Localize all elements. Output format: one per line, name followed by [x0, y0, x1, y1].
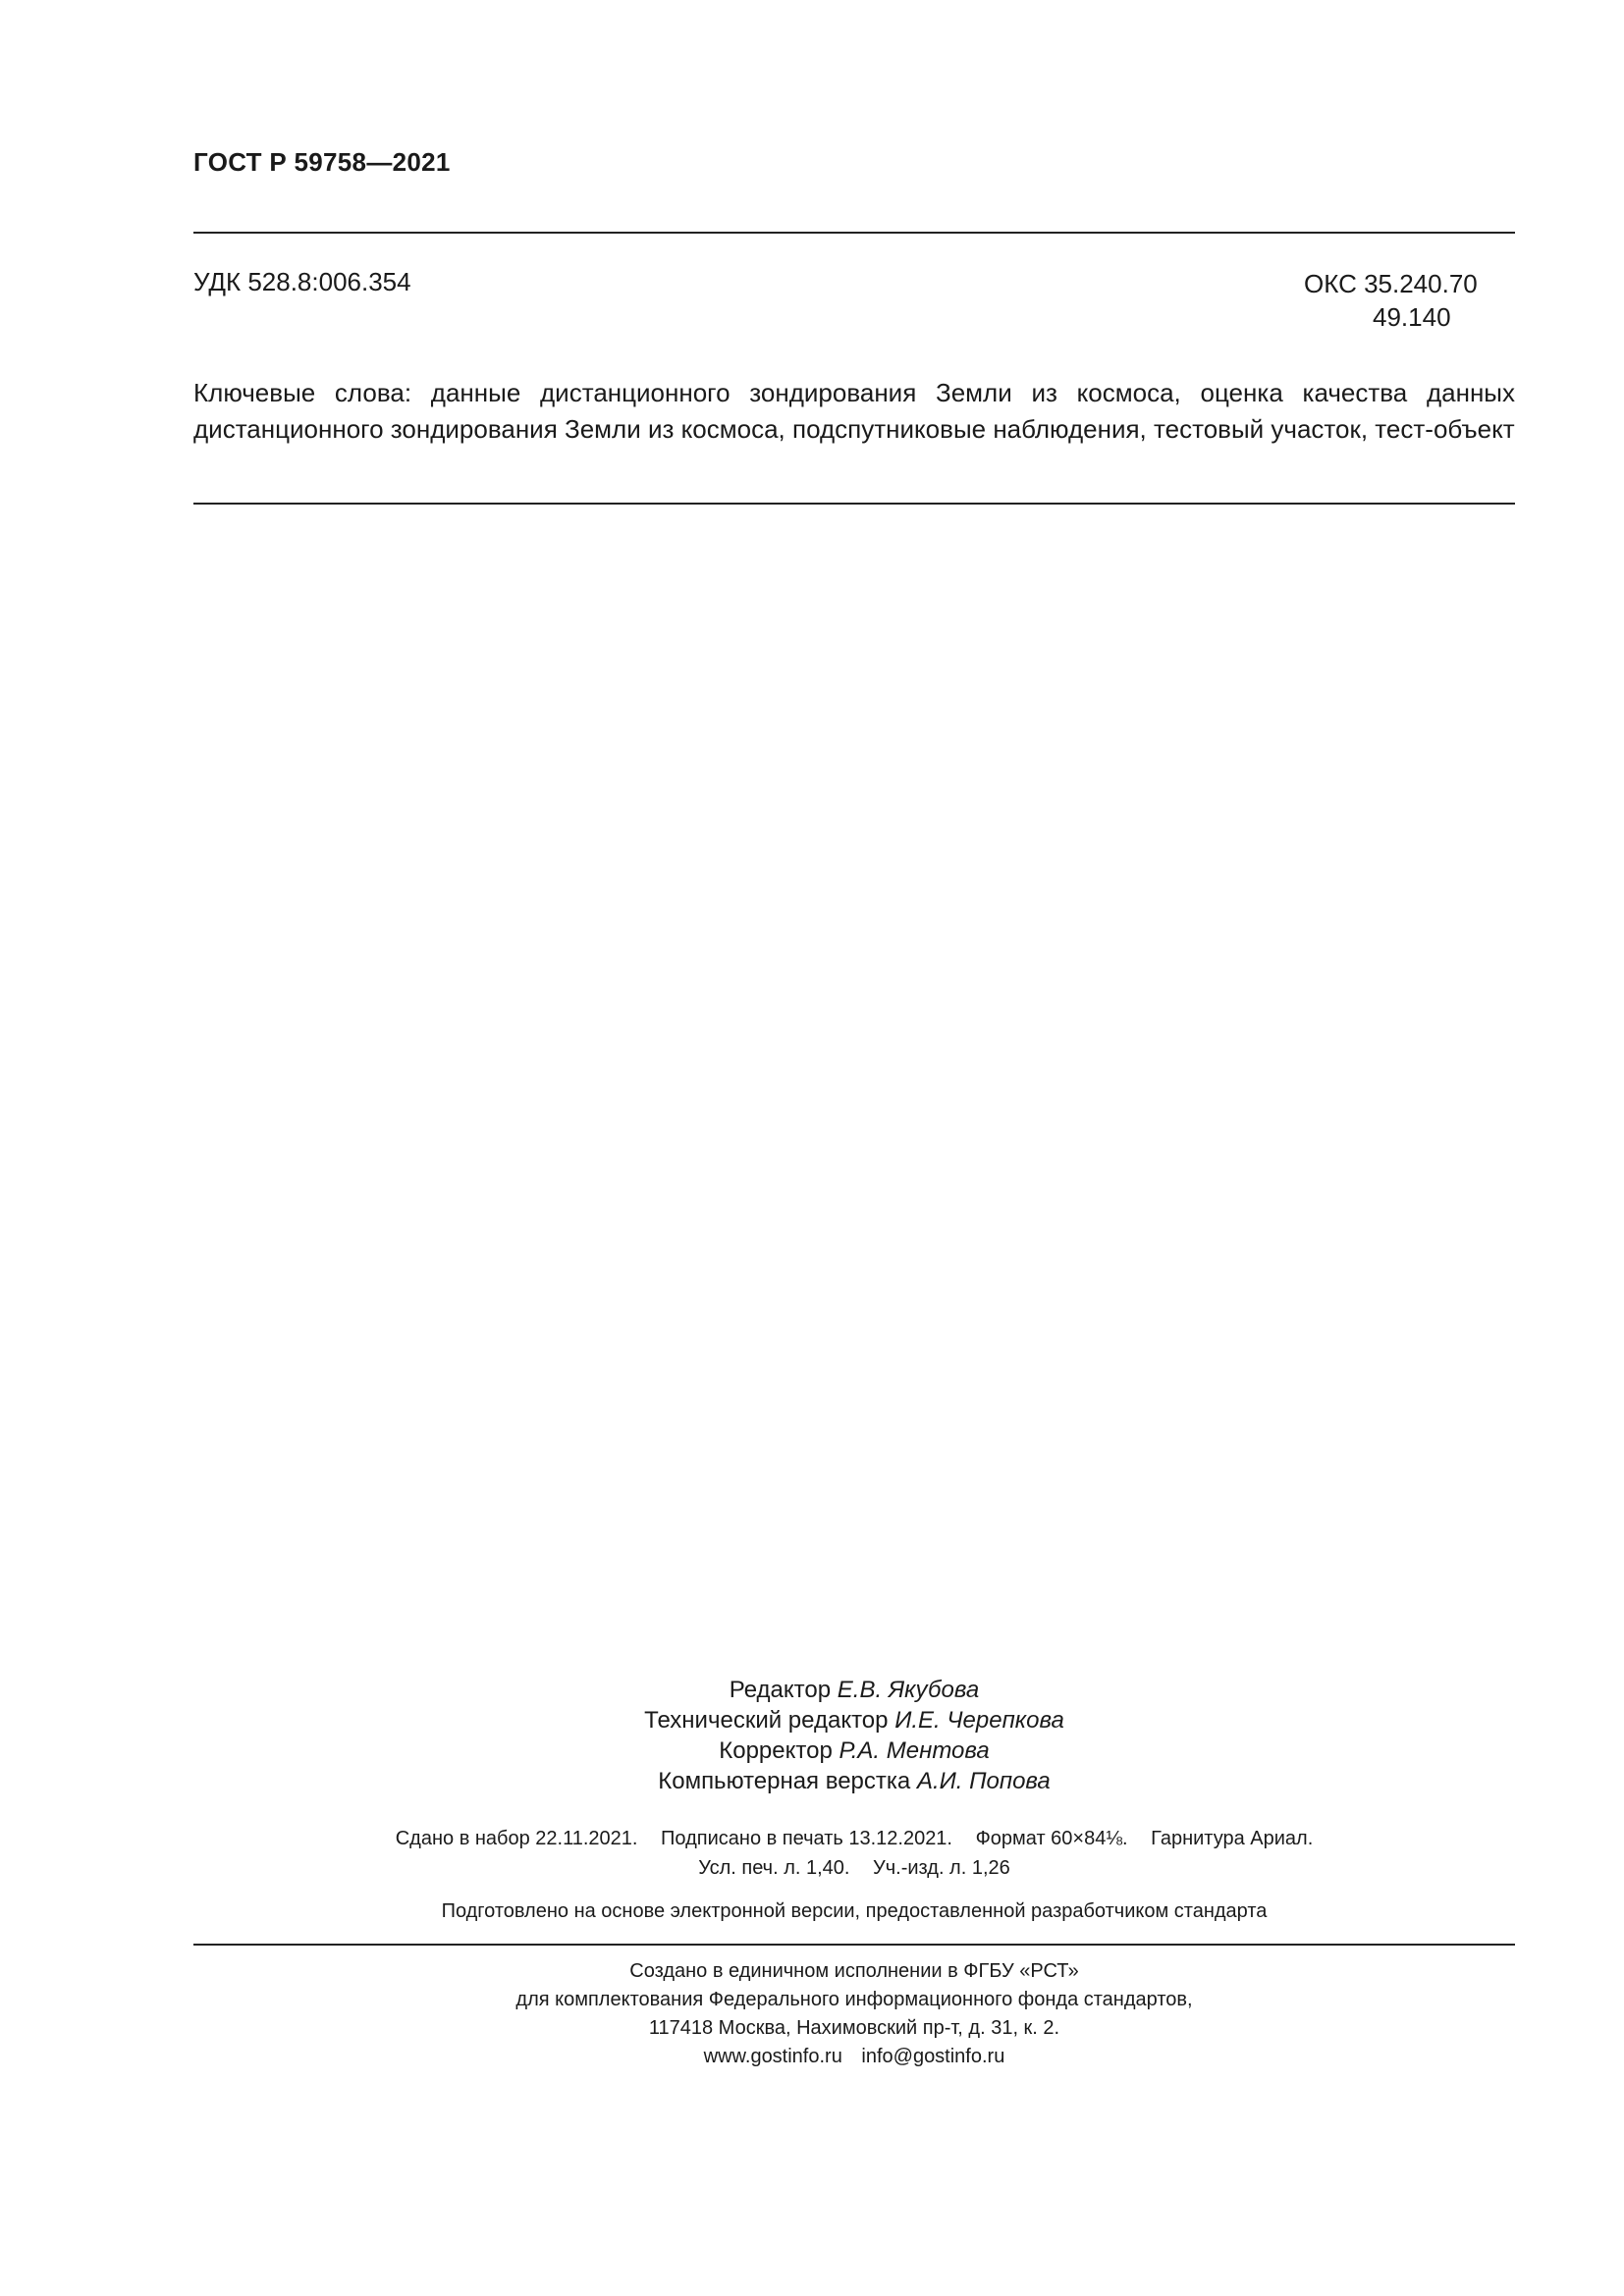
credit-role: Редактор	[729, 1677, 832, 1703]
pub-sheets: Уч.-изд. л. 1,26	[873, 1857, 1010, 1879]
keywords-divider	[193, 503, 1515, 505]
credit-person: И.Е. Черепкова	[894, 1707, 1064, 1734]
oks-line-2: 49.140	[1373, 302, 1451, 332]
publisher-info	[193, 1957, 1515, 2071]
credit-layout	[193, 1766, 1515, 1796]
credit-person: А.И. Попова	[916, 1768, 1051, 1794]
credit-technical-editor	[193, 1705, 1515, 1735]
document-code: ГОСТ Р 59758—2021	[193, 147, 451, 177]
credit-person: Е.В. Якубова	[837, 1677, 980, 1703]
udk-code: УДК 528.8:006.354	[193, 267, 411, 296]
publisher-contacts	[193, 2043, 1515, 2071]
print-format: Формат 60×84⅛.	[975, 1828, 1128, 1849]
credit-role: Корректор	[719, 1737, 833, 1764]
website-link[interactable]: www.gostinfo.ru	[703, 2046, 842, 2067]
publisher-line-2: для комплектования Федерального информационного фонда стандартов,	[515, 1989, 1193, 2010]
editorial-credits	[193, 1675, 1515, 1796]
publisher-divider	[193, 1944, 1515, 1946]
email-link[interactable]: info@gostinfo.ru	[861, 2046, 1005, 2067]
publisher-address: 117418 Москва, Нахимовский пр-т, д. 31, к. 2.	[648, 2017, 1060, 2039]
prepared-note: Подготовлено на основе электронной версии, предоставленной разработчиком стандарта	[441, 1900, 1268, 1922]
credit-proofreader	[193, 1735, 1515, 1766]
print-sheets: Усл. печ. л. 1,40.	[698, 1857, 850, 1879]
credit-role: Технический редактор	[644, 1707, 889, 1734]
signed-date: Подписано в печать 13.12.2021.	[661, 1828, 952, 1849]
top-divider	[193, 232, 1515, 234]
print-information	[193, 1824, 1515, 1883]
publisher-line-1: Создано в единичном исполнении в ФГБУ «РСТ»	[629, 1960, 1079, 1982]
credit-person: Р.А. Ментова	[839, 1737, 990, 1764]
oks-code	[1304, 267, 1478, 334]
print-info-line-2	[193, 1853, 1515, 1883]
keywords-paragraph: Ключевые слова: данные дистанционного зондирования Земли из космоса, оценка качества данных дистанционного зондирования Земли из космоса, подспутниковые наблюдения, тестовый участок, тест-объект	[193, 378, 1515, 444]
credit-editor	[193, 1675, 1515, 1705]
typeface: Гарнитура Ариал.	[1151, 1828, 1314, 1849]
set-date: Сдано в набор 22.11.2021.	[395, 1828, 638, 1849]
print-info-line-1	[193, 1824, 1515, 1853]
credit-role: Компьютерная верстка	[658, 1768, 911, 1794]
oks-line-1: ОКС 35.240.70	[1304, 269, 1478, 298]
